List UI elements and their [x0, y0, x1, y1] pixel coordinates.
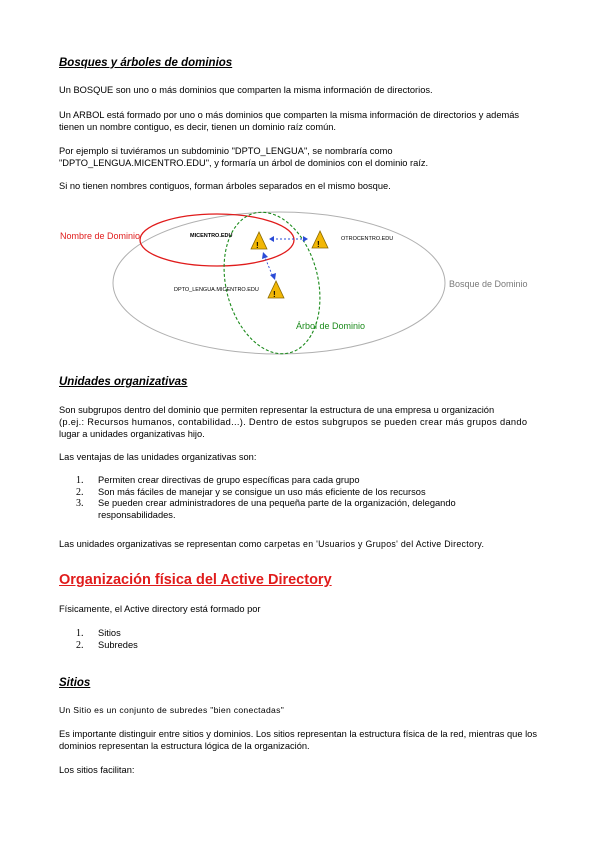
list-item: 2. Son más fáciles de manejar y se consigue un uso más eficiente de los recursos	[76, 486, 426, 498]
label-node-other: OTROCENTRO.EDU	[341, 236, 394, 242]
paragraph-sitios-facilitan: Los sitios facilitan:	[59, 765, 135, 775]
paragraph-subgrupos-line1: Son subgrupos dentro del dominio que permiten representar la estructura de una empresa u organización	[59, 405, 495, 415]
paragraph-sitios-vs-dominios: Es importante distinguir entre sitios y dominios. Los sitios representan la estructura física de la red, mientras que los dominios representan la estructura lógica de la organización.	[59, 729, 537, 751]
list-item: 2. Subredes	[76, 639, 138, 651]
paragraph-ventajas: Las ventajas de las unidades organizativas son:	[59, 452, 257, 462]
list-item: 3. Se pueden crear administradores de una pequeña parte de la organización, delegando responsabilidades.	[76, 498, 456, 520]
forest-tree-diagram	[0, 195, 599, 365]
paragraph-bosque-def: Un BOSQUE son uno o más dominios que comparten la misma información de directorios.	[59, 85, 433, 95]
list-item: 1. Sitios	[76, 628, 121, 639]
paragraph-no-contiguos: Si no tienen nombres contiguos, forman árboles separados en el mismo bosque.	[59, 181, 391, 191]
forest-ellipse	[113, 212, 445, 354]
label-node-sub: DPTO_LENGUA.MICENTRO.EDU	[174, 287, 259, 293]
section-title-bosques: Bosques y árboles de dominios	[59, 57, 233, 69]
domain-triangle-sub	[268, 281, 284, 298]
paragraph-subgrupos-line2: (p.ej.: Recursos humanos, contabilidad...). Dentro de estos subgrupos se pueden crear más grupos dando	[59, 417, 528, 427]
svg-text:!: !	[256, 241, 259, 250]
domain-triangle-other	[312, 231, 328, 248]
section-title-organizacion-fisica: Organización física del Active Directory	[59, 572, 332, 588]
svg-text:!: !	[273, 290, 276, 299]
paragraph-subgrupos-line3: lugar a unidades organizativas hijo.	[59, 429, 205, 439]
paragraph-fisicamente: Físicamente, el Active directory está formado por	[59, 604, 261, 614]
paragraph-subgrupos	[59, 404, 539, 440]
domain-triangle-root	[251, 232, 267, 249]
tree-ellipse	[210, 202, 334, 364]
paragraph-ejemplo: Por ejemplo si tuviéramos un subdominio "DPTO_LENGUA", se nombraría como "DPTO_LENGUA.MICENTRO.EDU", y formaría un árbol de dominios con el dominio raíz.	[59, 146, 429, 168]
paragraph-sitio-def: Un Sitio es un conjunto de subredes "bien conectadas"	[59, 705, 285, 715]
ventajas-list	[76, 475, 516, 521]
label-domain-name: Nombre de Dominio	[60, 231, 141, 241]
paragraph-arbol-def: Un ARBOL está formado por uno o más dominios que comparten la misma información de directorios y además tienen un nombre contiguo, es decir, tienen un dominio raíz común.	[59, 110, 520, 132]
paragraph-carpetas: Las unidades organizativas se representan como carpetas en 'Usuarios y Grupos' del Active Directory.	[59, 539, 485, 549]
componentes-list	[76, 628, 376, 651]
section-title-unidades: Unidades organizativas	[59, 376, 188, 388]
label-node-root: MICENTRO.EDU	[190, 233, 233, 239]
label-forest: Bosque de Dominio	[449, 279, 528, 289]
list-item: 1. Permiten crear directivas de grupo específicas para cada grupo	[76, 475, 360, 486]
section-title-sitios: Sitios	[59, 677, 91, 689]
svg-text:!: !	[317, 240, 320, 249]
label-tree: Árbol de Dominio	[296, 321, 366, 331]
